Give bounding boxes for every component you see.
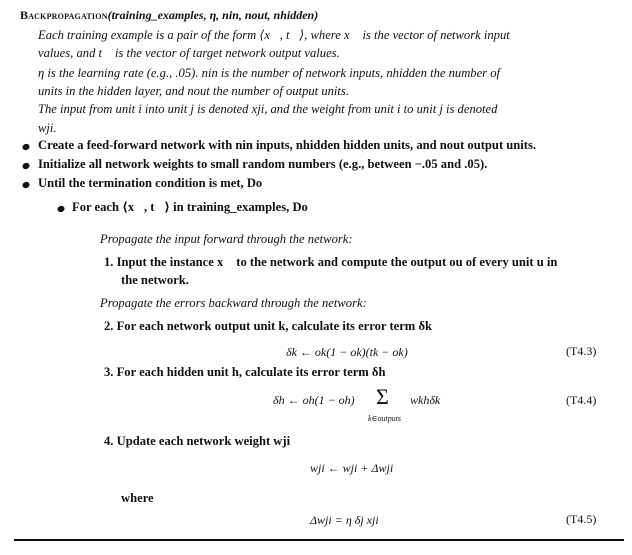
- algorithm-header: [20, 8, 318, 23]
- where-label: where: [121, 491, 154, 505]
- equation-t4-4-left: δh ← oh(1 − oh): [273, 393, 355, 407]
- bullet-dot: [22, 143, 31, 151]
- algorithm-title: Backpropagation: [20, 8, 108, 22]
- bullet-for-each-example: For each ⟨x⃗, t⃗⟩ in training_examples, Do: [72, 200, 308, 214]
- equation-tag-t4-5: (T4.5): [566, 512, 597, 526]
- forward-heading: Propagate the input forward through the network:: [100, 232, 353, 246]
- bullet-dot: [22, 181, 31, 189]
- step-1-line-2: the network.: [121, 273, 189, 287]
- summation-subscript: k∈outputs: [368, 414, 402, 423]
- bullet-until-termination: Until the termination condition is met, Do: [38, 176, 263, 190]
- intro-line-2: values, and t⃗ is the vector of target network output values.: [38, 46, 340, 60]
- step-1-line-1: 1. Input the instance x⃗ to the network and compute the output ou of every unit u in: [104, 255, 558, 269]
- bullet-dot: [22, 162, 31, 170]
- step-2: 2. For each network output unit k, calculate its error term δk: [104, 319, 432, 333]
- step-4: 4. Update each network weight wji: [104, 434, 291, 448]
- equation-tag-t4-3: (T4.3): [566, 344, 597, 358]
- intro-line-5: The input from unit i into unit j is denoted xji, and the weight from unit i to unit j is denoted: [38, 102, 498, 116]
- bullet-create-network: Create a feed-forward network with nin inputs, nhidden hidden units, and nout output units.: [38, 138, 537, 152]
- summation-symbol: Σ: [376, 384, 389, 409]
- step-3: 3. For each hidden unit h, calculate its error term δh: [104, 365, 386, 379]
- equation-t4-5: Δwji = η δj xji: [310, 513, 379, 527]
- bullet-dot: [57, 205, 66, 213]
- algorithm-args: (training_examples, η, nin, nout, nhidden): [107, 8, 319, 22]
- intro-line-3: η is the learning rate (e.g., .05). nin is the number of network inputs, nhidden the number of: [38, 66, 501, 80]
- equation-t4-3: δk ← ok(1 − ok)(tk − ok): [286, 345, 408, 359]
- intro-line-4: units in the hidden layer, and nout the number of output units.: [38, 84, 349, 98]
- backward-heading: Propagate the errors backward through the network:: [100, 296, 367, 310]
- bottom-rule: [14, 539, 624, 541]
- intro-line-6: wji.: [38, 121, 57, 135]
- equation-t4-4-right: wkhδk: [410, 393, 441, 407]
- equation-weight-update: wji ← wji + Δwji: [310, 461, 394, 475]
- bullet-initialize-weights: Initialize all network weights to small random numbers (e.g., between −.05 and .05).: [38, 157, 488, 171]
- equation-tag-t4-4: (T4.4): [566, 393, 597, 407]
- intro-line-1: Each training example is a pair of the form ⟨x⃗, t⃗⟩, where x⃗ is the vector of network input: [38, 28, 510, 42]
